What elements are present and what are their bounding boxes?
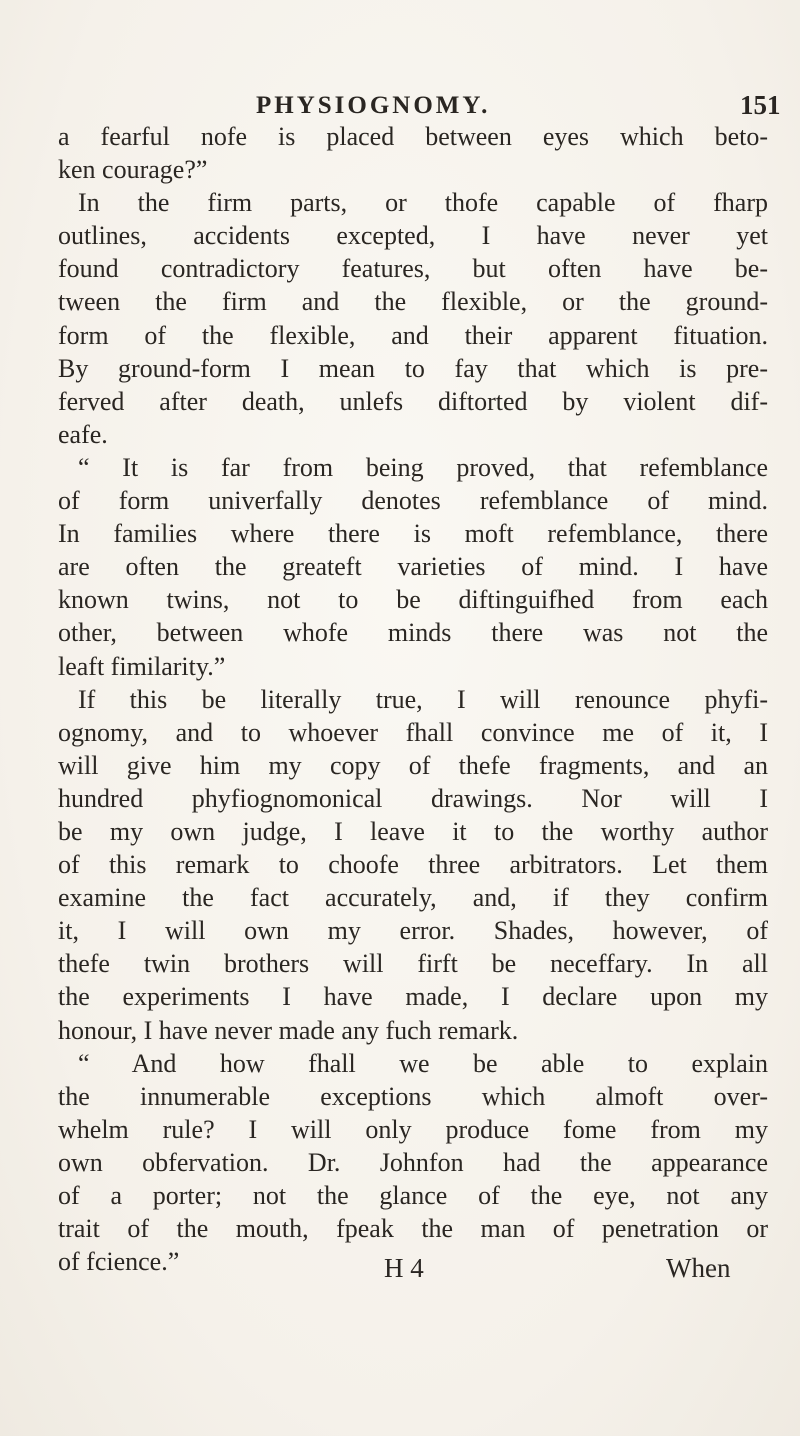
text-line: honour, I have never made any fuch remark.	[58, 1015, 519, 1045]
text-line: tween the firm and the flexible, or the ground-	[58, 287, 768, 317]
text-line: other, between whofe minds there was not the	[58, 618, 768, 648]
text-line: In the firm parts, or thofe capable of fharp	[78, 188, 768, 218]
text-line: ferved after death, unlefs diftorted by violent dif-	[58, 386, 768, 416]
text-line: By ground-form I mean to fay that which is pre-	[58, 353, 768, 383]
text-line: it, I will own my error. Shades, however, of	[58, 916, 768, 946]
text-line: outlines, accidents excepted, I have never yet	[58, 221, 768, 251]
text-line: of a porter; not the glance of the eye, not any	[58, 1181, 768, 1210]
text-line: of fcience.”	[58, 1247, 180, 1277]
text-line: ognomy, and to whoever fhall convince me of it, I	[58, 717, 768, 747]
text-line: If this be literally true, I will renounce phyfi-	[78, 684, 768, 714]
text-line: eafe.	[58, 419, 108, 449]
text-line: whelm rule? I will only produce fome from my	[58, 1114, 768, 1144]
running-title: PHYSIOGNOMY.	[256, 92, 491, 119]
text-line: “ And how fhall we be able to explain	[78, 1048, 768, 1078]
body-text	[58, 120, 768, 1278]
text-line: are often the greateft varieties of mind. I have	[58, 552, 768, 582]
text-line: own obfervation. Dr. Johnfon had the appearance	[58, 1147, 768, 1177]
signature-mark: H 4	[384, 1253, 424, 1283]
text-line: the experiments I have made, I declare upon my	[58, 982, 768, 1012]
page-footer	[0, 1253, 800, 1289]
text-line: of form univerfally denotes refemblance of mind.	[58, 486, 768, 516]
text-line: be my own judge, I leave it to the worthy author	[58, 816, 768, 846]
text-line: a fearful nofe is placed between eyes which beto-	[58, 122, 768, 151]
page-number: 151	[740, 90, 781, 120]
text-line: found contradictory features, but often have be-	[58, 254, 768, 284]
text-line: form of the flexible, and their apparent fituation.	[58, 320, 768, 350]
text-line: leaft fimilarity.”	[58, 651, 226, 681]
text-line: trait of the mouth, fpeak the man of penetration or	[58, 1214, 768, 1244]
text-line: In families where there is moft refemblance, there	[58, 519, 768, 549]
text-line: hundred phyfiognomonical drawings. Nor will I	[58, 783, 768, 813]
catchword: When	[666, 1253, 731, 1283]
text-line: examine the fact accurately, and, if they confirm	[58, 883, 768, 913]
running-head	[0, 84, 800, 124]
text-line: “ It is far from being proved, that refemblance	[78, 452, 768, 482]
text-line: ken courage?”	[58, 155, 208, 185]
text-line: of this remark to choofe three arbitrators. Let them	[58, 850, 768, 880]
text-line: known twins, not to be diftinguifhed from each	[58, 585, 768, 615]
text-line: thefe twin brothers will firft be neceffary. In all	[58, 949, 768, 979]
text-line: the innumerable exceptions which almoft over-	[58, 1081, 768, 1111]
text-line: will give him my copy of thefe fragments, and an	[58, 750, 768, 780]
